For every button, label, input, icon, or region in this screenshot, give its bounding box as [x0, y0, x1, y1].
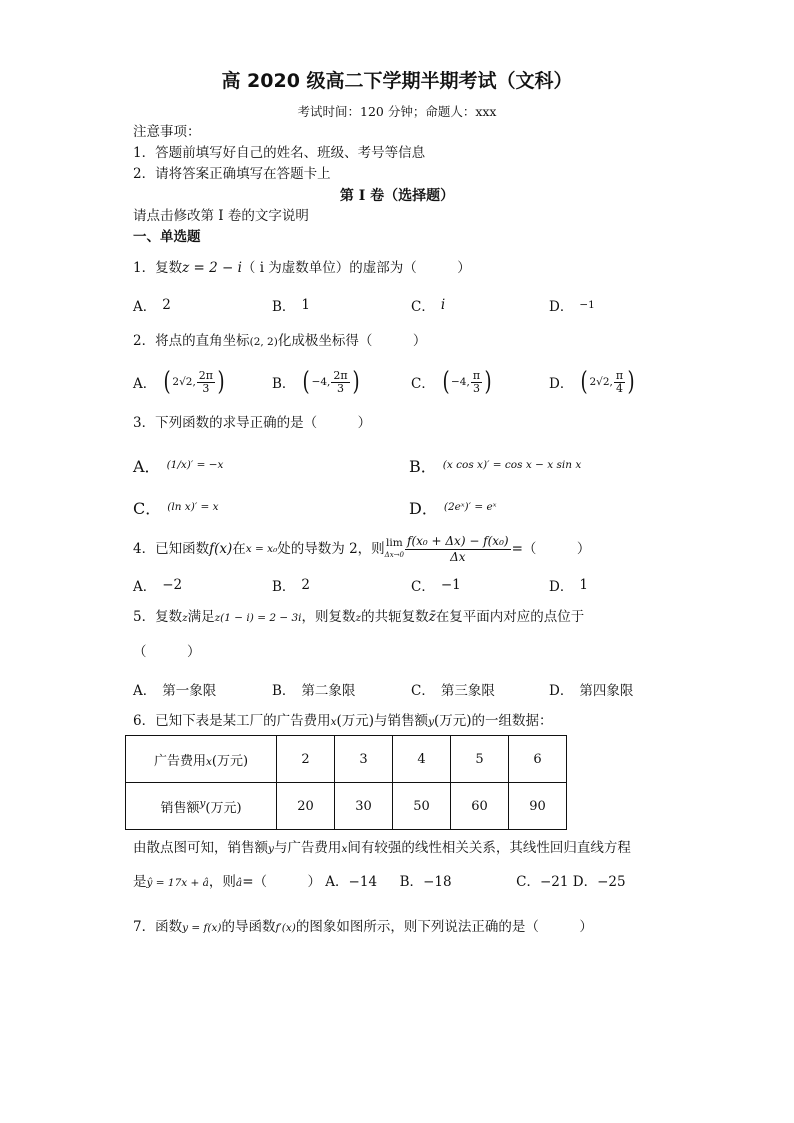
q4-limit: lim Δx→0	[384, 537, 404, 559]
q1-pre: 1．复数	[133, 260, 183, 276]
q2-option-b[interactable]: B． ( −4, $\frac{2\pi}{3}$ )	[272, 367, 360, 397]
q5-option-b[interactable]: B． 第二象限	[272, 683, 356, 699]
notice-label: 注意事项：	[133, 124, 201, 140]
table-cell: 4	[393, 736, 451, 783]
q5-option-d[interactable]: D． 第四象限	[549, 683, 634, 699]
table-cell: 5	[451, 736, 509, 783]
q4-option-d[interactable]: D． 1	[549, 577, 588, 595]
question-4: 4．已知函数 f(x) 在 x = x₀ 处的导数为 2，则 lim Δx→0 $\frac{\text{f(x₀ + Δx) − f(x₀)}}{\Delta x}$ =（ ）	[133, 533, 591, 564]
question-6: 6．已知下表是某工厂的广告费用x(万元)与销售额y(万元)的一组数据：	[133, 713, 553, 729]
q2-option-a[interactable]: A． ( 2√2, $\frac{2\pi}{3}$ )	[133, 367, 225, 397]
q1-option-d[interactable]: D． −1	[549, 299, 595, 315]
q6-continuation: 由散点图可知，销售额y与广告费用x间有较强的线性相关关系，其线性回归直线方程	[133, 840, 631, 856]
table-cell: 3	[335, 736, 393, 783]
table-cell: 90	[509, 783, 567, 830]
q2-option-c[interactable]: C． ( −4, $\frac{\pi}{3}$ )	[411, 367, 492, 397]
table-header-ad: 广告费用x(万元)	[126, 736, 277, 783]
q1-expr: z = 2 − i	[182, 260, 242, 276]
q4-fraction: $\frac{\text{f(x₀ + Δx) − f(x₀)}}{\Delta x}$	[407, 533, 509, 564]
table-cell: 6	[509, 736, 567, 783]
q5-option-a[interactable]: A． 第一象限	[133, 683, 217, 699]
q3-option-d[interactable]: D． (2eˣ)′ = eˣ	[409, 498, 497, 518]
q6-option-b[interactable]: B．−18	[399, 874, 452, 890]
part-heading: 第 I 卷（选择题）	[339, 188, 455, 204]
table-row	[126, 783, 567, 830]
table-cell: 60	[451, 783, 509, 830]
q3-option-a[interactable]: A． (1/x)′ = −x	[133, 456, 224, 476]
question-2: 2．将点的直角坐标(2, 2)化成极坐标得（ ）	[133, 333, 427, 349]
question-1	[133, 258, 471, 278]
notice-item-2: 2．请将答案正确填写在答题卡上	[133, 166, 331, 182]
exam-subtitle: 考试时间：120 分钟；命题人：xxx	[297, 104, 497, 119]
q1-option-c[interactable]: C． i	[411, 297, 446, 315]
section-heading: 一、单选题	[133, 229, 201, 245]
q4-option-c[interactable]: C． −1	[411, 577, 461, 595]
q5-option-c[interactable]: C． 第三象限	[411, 683, 495, 699]
table-cell: 20	[277, 783, 335, 830]
question-5: 5．复数z满足z(1 − i) = 2 − 3i，则复数z的共轭复数z̄在复平面内对应的点位于	[133, 609, 585, 625]
q3-option-c[interactable]: C． (ln x)′ = x	[133, 498, 219, 518]
question-3: 3．下列函数的求导正确的是（ ）	[133, 415, 372, 431]
q5-answer-paren: （ ）	[133, 644, 201, 660]
table-row	[126, 736, 567, 783]
table-cell: 50	[393, 783, 451, 830]
q4-option-a[interactable]: A． −2	[133, 577, 183, 595]
table-header-sales: 销售额$^y$(万元)	[126, 783, 277, 830]
q6-option-c[interactable]: C．−21	[516, 874, 569, 890]
q1-option-b[interactable]: B． 1	[272, 297, 311, 315]
exam-title: 高 2020 级高二下学期半期考试（文科）	[221, 70, 573, 92]
q1-option-a[interactable]: A． 2	[133, 297, 171, 315]
q6-equation-line: 是ŷ = 17x + â，则â=（ ） A．−14 B．−18 C．−21 D．−25	[133, 874, 626, 890]
q4-option-b[interactable]: B． 2	[272, 577, 311, 595]
q2-option-d[interactable]: D． ( 2√2, $\frac{\pi}{4}$ )	[549, 367, 635, 397]
table-cell: 30	[335, 783, 393, 830]
ad-sales-table	[125, 735, 567, 830]
part-note: 请点击修改第 I 卷的文字说明	[133, 208, 309, 224]
q2-point: (2, 2)	[249, 336, 278, 348]
q6-option-a[interactable]: A．−14	[325, 874, 378, 890]
notice-item-1: 1．答题前填写好自己的姓名、班级、考号等信息	[133, 145, 426, 161]
q1-post: （ i 为虚数单位）的虚部为（ ）	[241, 260, 471, 276]
q3-option-b[interactable]: B． (x cos x)′ = cos x − x sin x	[409, 456, 582, 476]
question-7: 7．函数y = f(x)的导函数f′(x)的图象如图所示，则下列说法正确的是（ ）	[133, 919, 593, 935]
q6-option-d[interactable]: D．−25	[572, 874, 626, 890]
table-cell: 2	[277, 736, 335, 783]
